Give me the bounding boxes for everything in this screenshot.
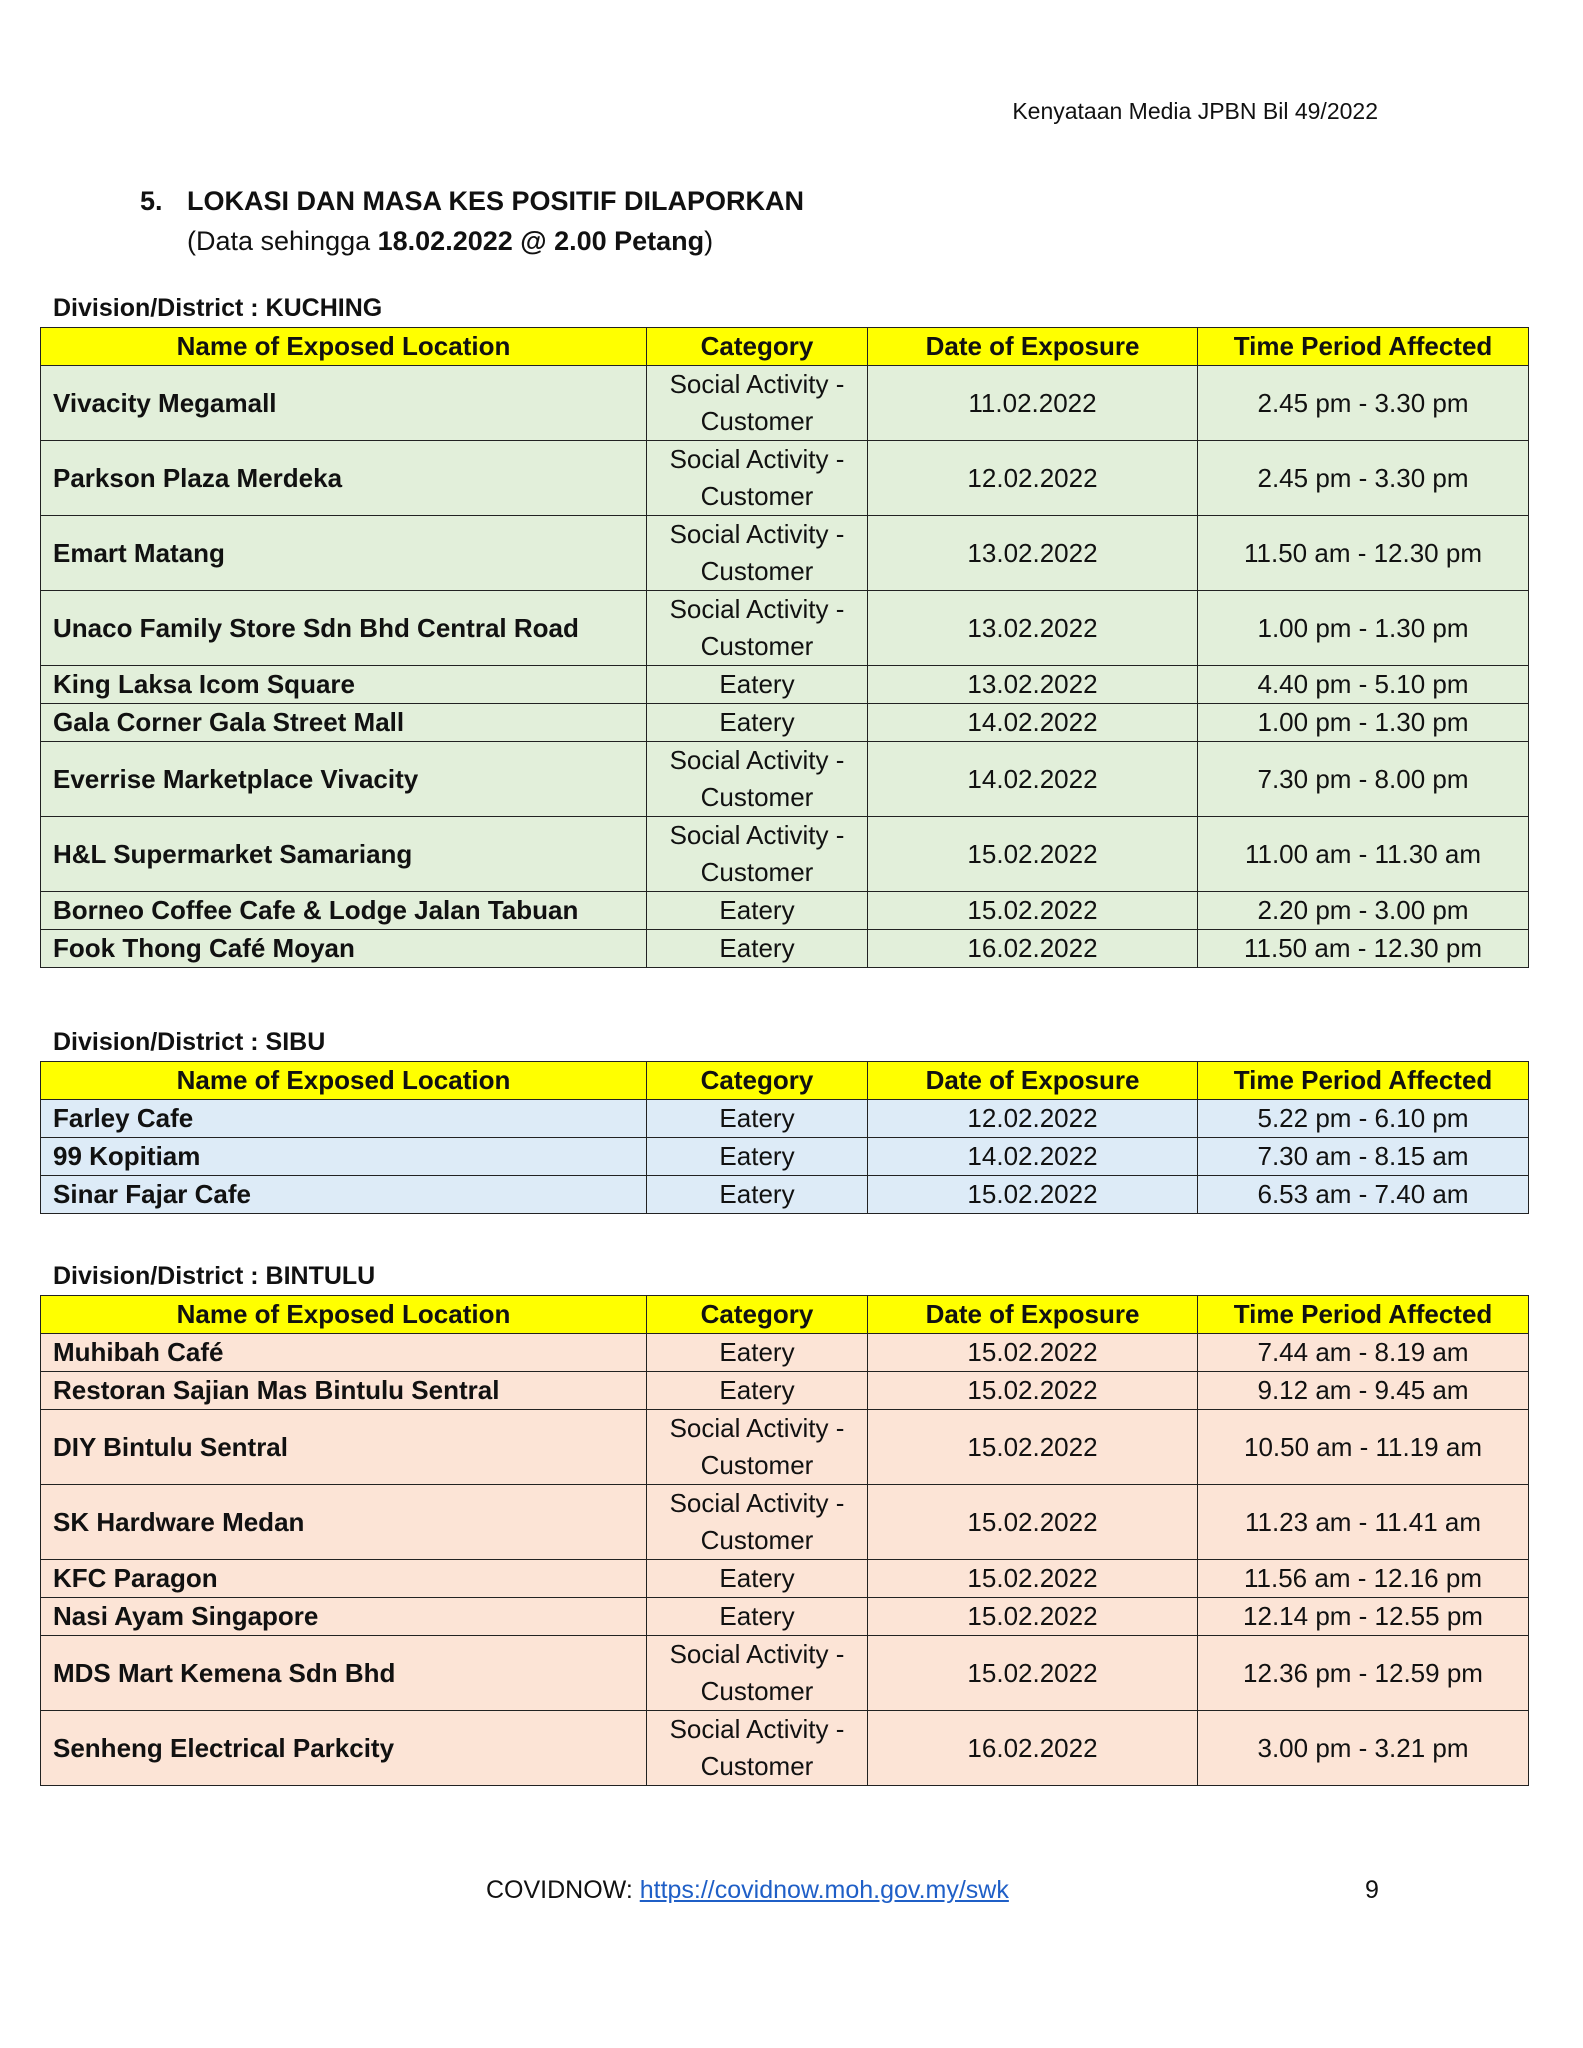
time-cell: 10.50 am - 11.19 am bbox=[1198, 1410, 1529, 1485]
table-row bbox=[41, 666, 1529, 704]
column-header-name: Name of Exposed Location bbox=[41, 1062, 647, 1100]
date-cell: 12.02.2022 bbox=[868, 1100, 1198, 1138]
time-cell: 2.20 pm - 3.00 pm bbox=[1198, 892, 1529, 930]
date-cell: 15.02.2022 bbox=[868, 1485, 1198, 1560]
subtitle-prefix: (Data sehingga bbox=[187, 226, 378, 256]
page-number: 9 bbox=[1365, 1876, 1379, 1904]
category-cell: Eatery bbox=[647, 1598, 868, 1636]
exposure-table-kuching bbox=[40, 327, 1529, 968]
location-cell: Emart Matang bbox=[41, 516, 647, 591]
table-row bbox=[41, 704, 1529, 742]
category-cell: Social Activity - Customer bbox=[647, 1636, 868, 1711]
location-cell: Unaco Family Store Sdn Bhd Central Road bbox=[41, 591, 647, 666]
category-cell: Eatery bbox=[647, 1334, 868, 1372]
location-cell: King Laksa Icom Square bbox=[41, 666, 647, 704]
subtitle-suffix: ) bbox=[704, 226, 714, 256]
time-cell: 3.00 pm - 3.21 pm bbox=[1198, 1711, 1529, 1786]
time-cell: 11.50 am - 12.30 pm bbox=[1198, 930, 1529, 968]
category-cell: Social Activity - Customer bbox=[647, 1711, 868, 1786]
section-number: 5. bbox=[140, 186, 163, 216]
location-cell: KFC Paragon bbox=[41, 1560, 647, 1598]
location-cell: Vivacity Megamall bbox=[41, 366, 647, 441]
table-row bbox=[41, 591, 1529, 666]
time-cell: 7.30 pm - 8.00 pm bbox=[1198, 742, 1529, 817]
table-row bbox=[41, 1334, 1529, 1372]
category-cell: Eatery bbox=[647, 666, 868, 704]
column-header-category: Category bbox=[647, 328, 868, 366]
location-cell: Everrise Marketplace Vivacity bbox=[41, 742, 647, 817]
column-header-time: Time Period Affected bbox=[1198, 1062, 1529, 1100]
location-cell: SK Hardware Medan bbox=[41, 1485, 647, 1560]
table-row bbox=[41, 366, 1529, 441]
table-row bbox=[41, 1636, 1529, 1711]
location-cell: 99 Kopitiam bbox=[41, 1138, 647, 1176]
covidnow-link[interactable]: https://covidnow.moh.gov.my/swk bbox=[639, 1876, 1009, 1904]
location-cell: Fook Thong Café Moyan bbox=[41, 930, 647, 968]
category-cell: Eatery bbox=[647, 704, 868, 742]
date-cell: 15.02.2022 bbox=[868, 1560, 1198, 1598]
location-cell: DIY Bintulu Sentral bbox=[41, 1410, 647, 1485]
date-cell: 13.02.2022 bbox=[868, 666, 1198, 704]
location-cell: Parkson Plaza Merdeka bbox=[41, 441, 647, 516]
exposure-table-sibu bbox=[40, 1061, 1529, 1214]
time-cell: 12.14 pm - 12.55 pm bbox=[1198, 1598, 1529, 1636]
date-cell: 15.02.2022 bbox=[868, 892, 1198, 930]
date-cell: 11.02.2022 bbox=[868, 366, 1198, 441]
date-cell: 16.02.2022 bbox=[868, 1711, 1198, 1786]
time-cell: 7.44 am - 8.19 am bbox=[1198, 1334, 1529, 1372]
category-cell: Eatery bbox=[647, 892, 868, 930]
location-cell: Restoran Sajian Mas Bintulu Sentral bbox=[41, 1372, 647, 1410]
column-header-date: Date of Exposure bbox=[868, 1296, 1198, 1334]
table-row bbox=[41, 742, 1529, 817]
section-subtitle bbox=[187, 226, 713, 257]
category-cell: Social Activity - Customer bbox=[647, 742, 868, 817]
column-header-name: Name of Exposed Location bbox=[41, 328, 647, 366]
date-cell: 13.02.2022 bbox=[868, 516, 1198, 591]
category-cell: Social Activity - Customer bbox=[647, 366, 868, 441]
footer-source bbox=[486, 1876, 1009, 1905]
time-cell: 2.45 pm - 3.30 pm bbox=[1198, 366, 1529, 441]
time-cell: 1.00 pm - 1.30 pm bbox=[1198, 704, 1529, 742]
table-row bbox=[41, 1372, 1529, 1410]
table-row bbox=[41, 1138, 1529, 1176]
category-cell: Eatery bbox=[647, 1176, 868, 1214]
category-cell: Eatery bbox=[647, 1560, 868, 1598]
location-cell: Senheng Electrical Parkcity bbox=[41, 1711, 647, 1786]
time-cell: 11.23 am - 11.41 am bbox=[1198, 1485, 1529, 1560]
location-cell: H&L Supermarket Samariang bbox=[41, 817, 647, 892]
location-cell: Gala Corner Gala Street Mall bbox=[41, 704, 647, 742]
category-cell: Social Activity - Customer bbox=[647, 441, 868, 516]
category-cell: Social Activity - Customer bbox=[647, 591, 868, 666]
table-row bbox=[41, 892, 1529, 930]
district-label-bintulu: Division/District : BINTULU bbox=[53, 1262, 376, 1290]
date-cell: 14.02.2022 bbox=[868, 704, 1198, 742]
time-cell: 6.53 am - 7.40 am bbox=[1198, 1176, 1529, 1214]
category-cell: Eatery bbox=[647, 1138, 868, 1176]
footer-prefix: COVIDNOW: bbox=[486, 1876, 640, 1904]
exposure-table-bintulu bbox=[40, 1295, 1529, 1786]
table-row bbox=[41, 441, 1529, 516]
location-cell: Borneo Coffee Cafe & Lodge Jalan Tabuan bbox=[41, 892, 647, 930]
category-cell: Eatery bbox=[647, 1100, 868, 1138]
column-header-date: Date of Exposure bbox=[868, 328, 1198, 366]
column-header-name: Name of Exposed Location bbox=[41, 1296, 647, 1334]
date-cell: 14.02.2022 bbox=[868, 1138, 1198, 1176]
category-cell: Social Activity - Customer bbox=[647, 1410, 868, 1485]
table-header-row bbox=[41, 1296, 1529, 1334]
date-cell: 12.02.2022 bbox=[868, 441, 1198, 516]
table-row bbox=[41, 1410, 1529, 1485]
time-cell: 12.36 pm - 12.59 pm bbox=[1198, 1636, 1529, 1711]
location-cell: Farley Cafe bbox=[41, 1100, 647, 1138]
time-cell: 11.56 am - 12.16 pm bbox=[1198, 1560, 1529, 1598]
date-cell: 15.02.2022 bbox=[868, 1410, 1198, 1485]
date-cell: 15.02.2022 bbox=[868, 1598, 1198, 1636]
location-cell: Nasi Ayam Singapore bbox=[41, 1598, 647, 1636]
table-row bbox=[41, 1711, 1529, 1786]
table-row bbox=[41, 1598, 1529, 1636]
time-cell: 9.12 am - 9.45 am bbox=[1198, 1372, 1529, 1410]
time-cell: 7.30 am - 8.15 am bbox=[1198, 1138, 1529, 1176]
district-label-kuching: Division/District : KUCHING bbox=[53, 294, 383, 322]
location-cell: Sinar Fajar Cafe bbox=[41, 1176, 647, 1214]
district-label-sibu: Division/District : SIBU bbox=[53, 1028, 326, 1056]
date-cell: 16.02.2022 bbox=[868, 930, 1198, 968]
category-cell: Eatery bbox=[647, 930, 868, 968]
time-cell: 11.50 am - 12.30 pm bbox=[1198, 516, 1529, 591]
time-cell: 4.40 pm - 5.10 pm bbox=[1198, 666, 1529, 704]
column-header-date: Date of Exposure bbox=[868, 1062, 1198, 1100]
category-cell: Social Activity - Customer bbox=[647, 817, 868, 892]
date-cell: 14.02.2022 bbox=[868, 742, 1198, 817]
table-row bbox=[41, 930, 1529, 968]
column-header-time: Time Period Affected bbox=[1198, 1296, 1529, 1334]
section-heading bbox=[140, 186, 804, 217]
time-cell: 1.00 pm - 1.30 pm bbox=[1198, 591, 1529, 666]
time-cell: 2.45 pm - 3.30 pm bbox=[1198, 441, 1529, 516]
subtitle-date: 18.02.2022 @ 2.00 Petang bbox=[377, 226, 705, 256]
date-cell: 15.02.2022 bbox=[868, 1372, 1198, 1410]
time-cell: 5.22 pm - 6.10 pm bbox=[1198, 1100, 1529, 1138]
category-cell: Social Activity - Customer bbox=[647, 516, 868, 591]
column-header-time: Time Period Affected bbox=[1198, 328, 1529, 366]
category-cell: Social Activity - Customer bbox=[647, 1485, 868, 1560]
date-cell: 15.02.2022 bbox=[868, 1636, 1198, 1711]
table-header-row bbox=[41, 1062, 1529, 1100]
document-reference: Kenyataan Media JPBN Bil 49/2022 bbox=[1012, 98, 1378, 124]
table-row bbox=[41, 817, 1529, 892]
location-cell: MDS Mart Kemena Sdn Bhd bbox=[41, 1636, 647, 1711]
category-cell: Eatery bbox=[647, 1372, 868, 1410]
table-row bbox=[41, 1485, 1529, 1560]
column-header-category: Category bbox=[647, 1296, 868, 1334]
table-row bbox=[41, 516, 1529, 591]
location-cell: Muhibah Café bbox=[41, 1334, 647, 1372]
table-header-row bbox=[41, 328, 1529, 366]
time-cell: 11.00 am - 11.30 am bbox=[1198, 817, 1529, 892]
table-row bbox=[41, 1560, 1529, 1598]
table-row bbox=[41, 1100, 1529, 1138]
date-cell: 15.02.2022 bbox=[868, 817, 1198, 892]
date-cell: 15.02.2022 bbox=[868, 1176, 1198, 1214]
table-row bbox=[41, 1176, 1529, 1214]
section-title-text: LOKASI DAN MASA KES POSITIF DILAPORKAN bbox=[187, 186, 805, 216]
date-cell: 15.02.2022 bbox=[868, 1334, 1198, 1372]
date-cell: 13.02.2022 bbox=[868, 591, 1198, 666]
column-header-category: Category bbox=[647, 1062, 868, 1100]
